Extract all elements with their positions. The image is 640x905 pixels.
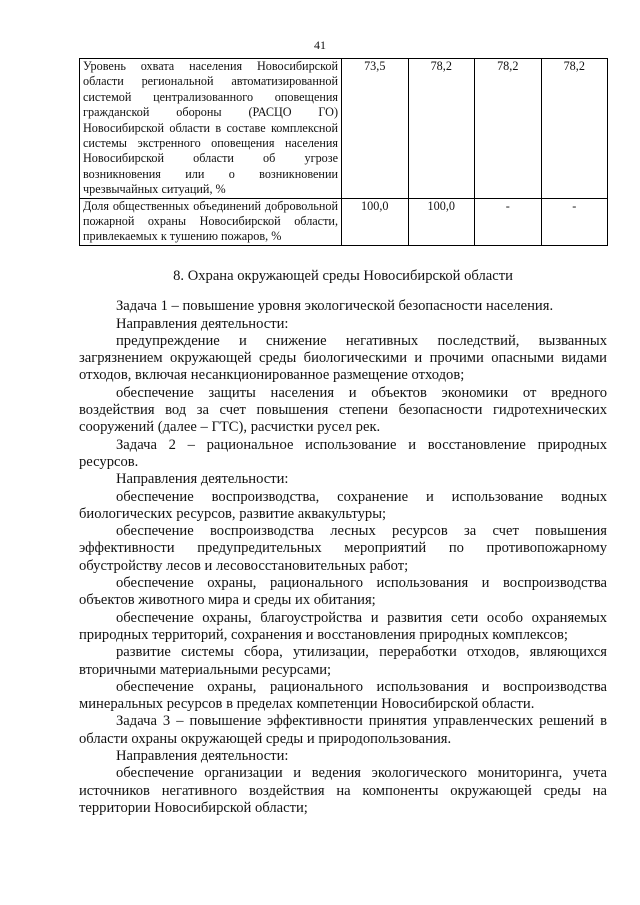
paragraph: обеспечение воспроизводства, сохранение и использование водных биологических ресурсов, развитие аквакультуры; — [79, 488, 607, 522]
row-value: 78,2 — [541, 59, 608, 199]
row-value: 78,2 — [475, 59, 542, 199]
section-body — [79, 268, 607, 817]
page-number: 41 — [314, 38, 326, 52]
table-row — [80, 59, 608, 199]
paragraph: Задача 1 – повышение уровня экологической безопасности населения. — [116, 298, 554, 315]
row-value: - — [475, 198, 542, 245]
row-value: - — [541, 198, 608, 245]
paragraph: Направления деятельности: — [116, 315, 289, 332]
paragraph: обеспечение охраны, благоустройства и развития сети особо охраняемых природных территорий, сохранения и восстановления природных комплексов; — [79, 609, 607, 643]
row-value: 78,2 — [408, 59, 475, 199]
paragraph: обеспечение защиты населения и объектов экономики от вредного воздействия вод за счет повышения степени безопасности гидротехнических сооружений (далее – ГТС), расчистки русел рек. — [79, 384, 607, 436]
section-heading: 8. Охрана окружающей среды Новосибирской области — [173, 268, 513, 284]
paragraph: развитие системы сбора, утилизации, переработки отходов, являющихся вторичными материальными ресурсами; — [79, 644, 607, 678]
paragraph: Задача 3 – повышение эффективности принятия управленческих решений в области охраны окружающей среды и природопользования. — [79, 713, 607, 747]
paragraph: предупреждение и снижение негативных последствий, вызванных загрязнением окружающей среды биологическими и прочими опасными видами отходов, включая несанкционированное размещение отходов; — [79, 332, 607, 384]
paragraph: обеспечение воспроизводства лесных ресурсов за счет повышения эффективности предупредительных мероприятий по противопожарному обустройству лесов и лесовосстановительных работ; — [79, 523, 607, 574]
row-value: 73,5 — [342, 59, 409, 199]
row-value: 100,0 — [408, 198, 475, 245]
paragraph: обеспечение охраны, рационального использования и воспроизводства минеральных ресурсов в пределах компетенции Новосибирской области. — [79, 678, 607, 713]
paragraph: обеспечение охраны, рационального использования и воспроизводства объектов животного мира и среды их обитания; — [79, 575, 607, 609]
row-description: Доля общественных объединений добровольной пожарной охраны Новосибирской области, привлекаемых к тушению пожаров, % — [80, 198, 342, 245]
paragraph: Направления деятельности: — [116, 748, 289, 765]
paragraph: обеспечение организации и ведения экологического мониторинга, учета источников негативного воздействия на компоненты окружающей среды на территории Новосибирской области; — [79, 765, 607, 816]
row-value: 100,0 — [342, 198, 409, 245]
table-row — [80, 198, 608, 245]
paragraph: Направления деятельности: — [116, 471, 289, 488]
row-description: Уровень охвата населения Новосибирской области региональной автоматизированной системой централизованного оповещения гражданской обороны (РАСЦО ГО) Новосибирской области в составе комплексной системы экстренного оповещения населения Новосибирской области об угрозе возникновения или о возникновении чрезвычайных ситуаций, % — [80, 59, 342, 199]
paragraph: Задача 2 – рациональное использование и восстановление природных ресурсов. — [79, 436, 607, 470]
indicators-table — [79, 58, 608, 246]
